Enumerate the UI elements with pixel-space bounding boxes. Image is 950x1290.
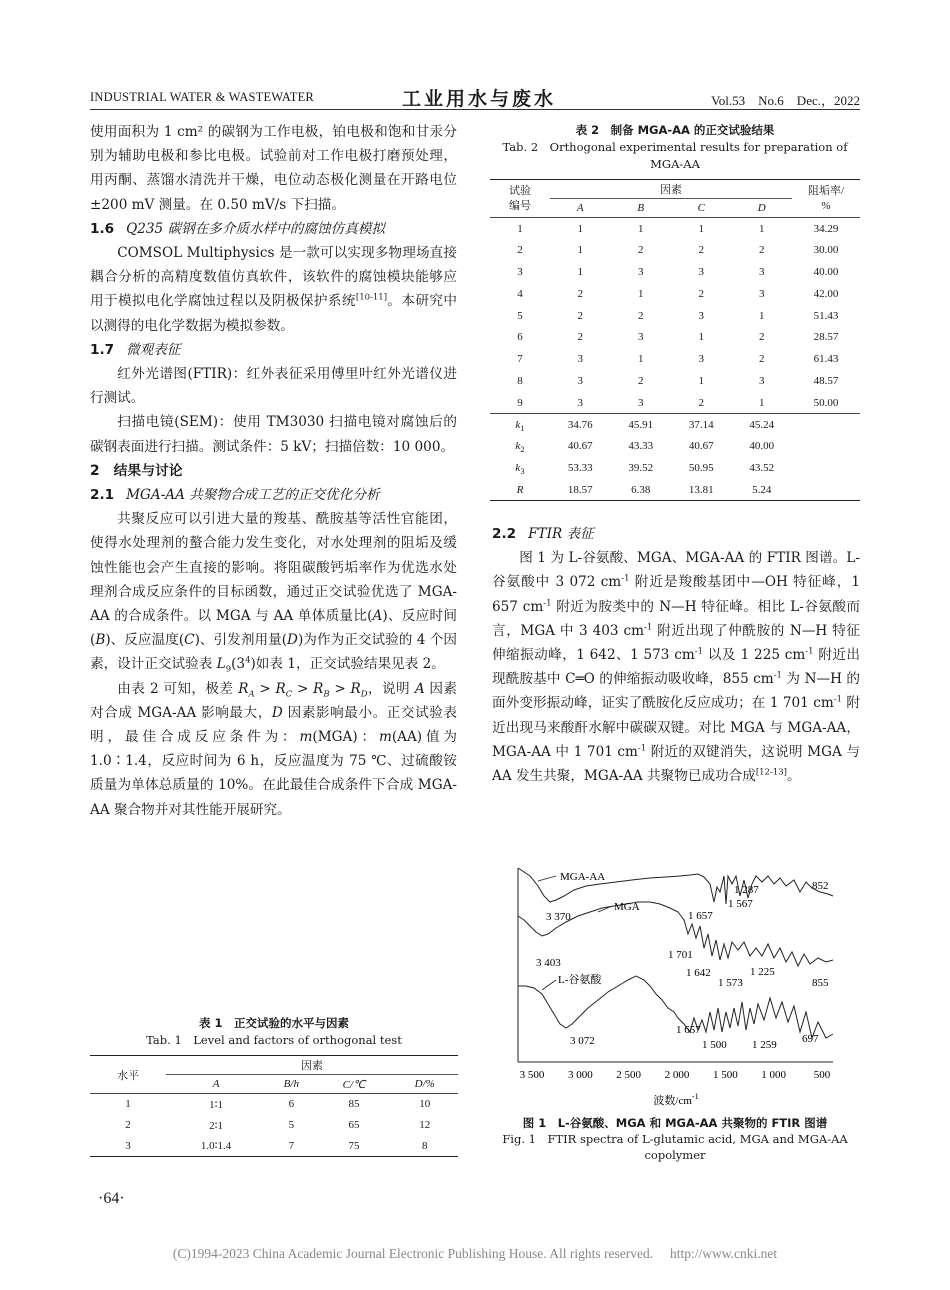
- table-1-grid: [90, 1055, 458, 1157]
- table-row: [90, 1094, 458, 1115]
- subscript: C: [285, 689, 293, 700]
- table-cell: 9: [490, 392, 550, 414]
- table-cell: 34.76: [567, 418, 593, 431]
- subscript: 9: [225, 665, 232, 676]
- table-cell: 3: [638, 331, 644, 344]
- table-cell: 1: [698, 374, 704, 387]
- table-cell: 1: [759, 309, 765, 322]
- table-cell: 3: [90, 1136, 166, 1157]
- section-number: 2.1: [90, 487, 115, 504]
- text-run: 由表 2 可知，极差: [117, 680, 239, 697]
- column-subheader: A: [550, 199, 611, 218]
- table-cell: 6: [517, 331, 523, 344]
- range-symbol: R: [350, 680, 361, 697]
- k-symbol: k: [515, 418, 521, 431]
- table-cell: 51.43: [813, 309, 839, 322]
- table-row: [490, 239, 860, 261]
- table-row: [490, 414, 860, 436]
- table-cell: 4: [517, 287, 523, 300]
- text-run: )如表 1，正交试验结果见表 2。: [250, 656, 445, 673]
- table-cell: 3: [517, 265, 523, 278]
- x-tick-label: 3 000: [567, 1069, 593, 1081]
- table-cell: [792, 479, 860, 501]
- table-cell: 1: [759, 222, 765, 235]
- text-run: )、反应时间(: [90, 608, 457, 649]
- journal-name-en: INDUSTRIAL WATER & WASTEWATER: [90, 90, 314, 104]
- table-title-cn: 表 2 制备 MGA-AA 的正交试验结果: [575, 123, 775, 137]
- superscript: -1: [621, 573, 630, 584]
- table-cell: 43.33: [628, 440, 654, 453]
- x-tick-label: 500: [813, 1069, 831, 1081]
- superscript: -1: [773, 670, 782, 681]
- k-symbol: k: [515, 440, 521, 453]
- figure-caption-en: copolymer: [644, 1148, 706, 1162]
- table-cell: 3: [638, 265, 644, 278]
- table-cell: 30.00: [813, 244, 839, 257]
- table-cell: 1: [732, 392, 793, 414]
- page-number: ·64·: [98, 1190, 125, 1207]
- table-row: [490, 305, 860, 327]
- table-row: [90, 1136, 458, 1157]
- table-cell: 6: [288, 1098, 295, 1111]
- peak-label: 1 259: [752, 1039, 777, 1051]
- table-cell: 2: [759, 353, 765, 366]
- table-cell: 50.00: [792, 392, 860, 414]
- factor-symbol: A: [414, 680, 425, 697]
- table-cell: R: [490, 479, 550, 501]
- table-cell: 18.57: [550, 479, 611, 501]
- column-header: [792, 180, 860, 218]
- header-line: 阻垢率/: [807, 184, 845, 197]
- paragraph-optimal-conditions: [90, 677, 457, 822]
- table-cell: 10: [419, 1098, 431, 1111]
- table-cell: 75: [317, 1136, 392, 1157]
- paragraph-electrode: 使用面积为 1 cm² 的碳钢为工作电极，铂电极和饱和甘汞分别为辅助电极和参比电极。试验前对工作电极打磨预处理，用丙酮、蒸馏水清洗并干燥，电位动态极化测量在开路电位 ±200 mV 测量。在 0.50 mV/s 下扫描。: [90, 124, 457, 213]
- peak-label: 855: [812, 977, 829, 989]
- column-subheader: B/h: [266, 1075, 316, 1094]
- table-2-body: [490, 218, 860, 501]
- table-title-en: Tab. 1 Level and factors of orthogonal test: [146, 1033, 402, 1047]
- table-cell: 42.00: [813, 287, 839, 300]
- left-column: [90, 120, 457, 822]
- peak-label: 1 642: [686, 967, 711, 979]
- text-run: )、引发剂用量(: [194, 632, 288, 649]
- table-cell: 2: [671, 392, 732, 414]
- table-cell: 1∶1: [209, 1098, 223, 1111]
- greater-than: >: [329, 680, 351, 697]
- peak-label: 1 573: [718, 977, 743, 989]
- table-cell: 61.43: [813, 353, 839, 366]
- table-cell: 8: [391, 1136, 458, 1157]
- leader-line: [538, 876, 556, 881]
- table-row: [490, 435, 860, 457]
- text-run: 。本研究中以测得的电化学数据为模拟参数。: [90, 293, 458, 334]
- table-cell: 50.95: [688, 462, 714, 475]
- paragraph-orthogonal-design: [90, 507, 457, 676]
- table-cell: 1: [638, 287, 644, 300]
- table-cell: 3: [611, 392, 672, 414]
- header-line: %: [821, 199, 831, 212]
- text-run: 附近出现了仲酰胺的 N—H 特征伸缩振动峰，1 642、1 573 cm: [492, 622, 860, 664]
- table-cell: 2: [577, 331, 583, 344]
- text-run: )为作为正交试验的 4 个因素，设计正交试验表: [90, 632, 458, 673]
- table-cell: 6.38: [611, 479, 672, 501]
- table-row: [490, 370, 860, 392]
- table-cell: [490, 457, 550, 479]
- journal-name-cn: 工业用水与废水: [402, 88, 557, 110]
- table-row: [490, 261, 860, 283]
- k-symbol: k: [515, 462, 521, 475]
- table-row: [490, 283, 860, 305]
- text-run: 图 1 为 L-谷氨酸、MGA、MGA-AA 的 FTIR 图谱。L-谷氨酸中 3 072 cm: [492, 550, 860, 591]
- table-cell: 1: [638, 353, 644, 366]
- issue-info: Vol.53 No.6 Dec.，2022: [711, 93, 860, 108]
- section-title: 微观表征: [126, 341, 181, 358]
- text-run: 。: [786, 768, 801, 785]
- subscript: A: [248, 689, 255, 700]
- series-label: MGA: [614, 901, 640, 913]
- section-2-2-heading: [492, 522, 860, 546]
- range-symbol: R: [275, 680, 286, 697]
- x-tick-label: 2 500: [616, 1069, 642, 1081]
- table-row: [490, 218, 860, 240]
- table-cell: 2: [577, 287, 583, 300]
- table-cell: 1: [577, 244, 583, 257]
- text-run: (3: [231, 656, 246, 673]
- text-run: (AA)值为 1.0∶1.4，反应时间为 6 h，反应温度为 75 ℃、过硫酸铵质量为单体总质量的 10%。在此最佳合成条件下合成 MGA-AA 聚合物并对其性能开展研究。: [90, 729, 458, 818]
- table-cell: 5.24: [732, 479, 793, 501]
- mass-symbol: m: [378, 729, 392, 746]
- column-header: 水平: [90, 1056, 166, 1094]
- table-row: [490, 326, 860, 348]
- header-line: 试验: [509, 184, 531, 197]
- subscript: 1: [520, 423, 525, 433]
- table-cell: 1.0∶1.4: [166, 1136, 266, 1157]
- peak-label: 3 072: [570, 1035, 595, 1047]
- ftir-figure: [490, 862, 860, 1110]
- factor-symbol: D: [287, 632, 298, 649]
- table-cell: 28.57: [813, 331, 839, 344]
- subscript: B: [323, 689, 330, 700]
- text-run: ，说明: [367, 680, 415, 697]
- citation: [12-13]: [755, 767, 787, 778]
- table-cell: 2: [517, 244, 523, 257]
- column-subheader: C: [671, 199, 732, 218]
- column-subheader: C/℃: [317, 1075, 392, 1094]
- table-cell: 3: [759, 374, 765, 387]
- table-cell: 2: [577, 309, 583, 322]
- peak-label: 1 657: [688, 910, 713, 922]
- column-header: 因素: [166, 1056, 458, 1075]
- table-title-en: MGA-AA: [650, 157, 700, 171]
- paragraph-sem-method: 扫描电镜(SEM)：使用 TM3030 扫描电镜对腐蚀后的碳钢表面进行扫描。测试条件：5 kV；扫描倍数：10 000。: [90, 414, 457, 455]
- x-tick-label: 3 500: [519, 1069, 545, 1081]
- table-cell: 40.00: [749, 440, 775, 453]
- x-axis-label-text: 波数/cm: [653, 1095, 692, 1107]
- table-cell: 48.57: [813, 374, 839, 387]
- figure-caption-cn: 图 1 L-谷氨酸、MGA 和 MGA-AA 共聚物的 FTIR 图谱: [522, 1116, 828, 1130]
- figure-1-caption: [490, 1115, 860, 1163]
- x-tick-label: 2 000: [664, 1069, 690, 1081]
- table-title-cn: 表 1 正交试验的水平与因素: [198, 1016, 349, 1030]
- series-label: MGA-AA: [560, 871, 606, 883]
- section-number: 2: [90, 462, 100, 479]
- text-run: 附近出现马来酸酐水解中碳碳双键。对比 MGA 与 MGA-AA，MGA-AA 中 1 701 cm: [492, 695, 860, 760]
- text-run: )、反应温度(: [105, 632, 185, 649]
- table-cell: 37.14: [688, 418, 714, 431]
- peak-label: 1 567: [728, 898, 753, 910]
- peak-label: 1 500: [702, 1039, 727, 1051]
- table-cell: 40.67: [567, 440, 593, 453]
- table-cell: 1: [517, 222, 523, 235]
- citation: [10-11]: [355, 292, 388, 303]
- text-run: 为 N—H 的面外变形振动峰，证实了酰胺化反应成功；在 1 701 cm: [492, 671, 860, 712]
- section-title: Q235 碳钢在多介质水样中的腐蚀仿真模拟: [126, 220, 386, 237]
- column-header: [490, 180, 550, 218]
- copyright-footer: (C)1994-2023 China Academic Journal Electronic Publishing House. All rights reserved. http://www.cnki.net: [172, 1246, 778, 1261]
- orthogonal-table-symbol: L: [216, 656, 226, 673]
- table-cell: 2∶1: [209, 1119, 223, 1132]
- section-title: 结果与讨论: [113, 462, 183, 479]
- column-subheader: B: [611, 199, 672, 218]
- right-column: [492, 522, 860, 788]
- table-cell: [792, 414, 860, 436]
- peak-label: 1 225: [750, 966, 775, 978]
- x-ticks: [520, 1069, 831, 1081]
- table-cell: 1: [698, 222, 704, 235]
- table-cell: 3: [698, 265, 704, 278]
- table-title-en: Tab. 2 Orthogonal experimental results for preparation of: [502, 140, 848, 154]
- subscript: D: [360, 689, 368, 700]
- text-run: 以及 1 225 cm: [703, 647, 806, 664]
- table-cell: 5: [517, 309, 523, 322]
- table-cell: 3: [698, 309, 704, 322]
- table-cell: 3: [759, 265, 765, 278]
- table-cell: 2: [638, 374, 644, 387]
- paragraph-ftir-method: 红外光谱图(FTIR)：红外表征采用傅里叶红外光谱仪进行测试。: [90, 366, 457, 407]
- greater-than: >: [254, 680, 276, 697]
- table-cell: 13.81: [671, 479, 732, 501]
- table-cell: [792, 435, 860, 457]
- superscript: -1: [637, 743, 647, 754]
- table-cell: 8: [517, 374, 523, 387]
- table-cell: [792, 457, 860, 479]
- table-cell: 1: [577, 265, 583, 278]
- table-cell: 7: [517, 353, 523, 366]
- section-title: MGA-AA 共聚物合成工艺的正交优化分析: [126, 487, 380, 504]
- table-cell: 2: [759, 244, 765, 257]
- table-cell: 7: [266, 1136, 316, 1157]
- table-row: [490, 479, 860, 501]
- text-run: 附近为胺类中的 N—H 特征峰。相比 L-谷氨酸而言，MGA 中 3 403 cm: [492, 598, 860, 639]
- x-tick-label: 1 500: [712, 1069, 738, 1081]
- superscript: -1: [644, 622, 653, 633]
- section-1-7-heading: [90, 338, 457, 362]
- section-1-6-heading: [90, 217, 457, 241]
- subscript: 3: [520, 466, 525, 477]
- text-run: 共聚反应可以引进大量的羧基、酰胺基等活性官能团，使得水处理剂的螯合能力发生变化，对水处理剂的阻垢及缓蚀性能也会产生直接的影响。将阻碳酸钙垢率作为优选水处理剂合成反应条件的目标函数，通过正交试验优选了 MGA-AA 的合成条件。以 MGA 与 AA 单体质量比(: [90, 511, 457, 625]
- greater-than: >: [292, 680, 314, 697]
- text-run: 因素影响最小。正交试验表明，最佳合成反应条件为：: [90, 704, 458, 746]
- header-rule: [90, 109, 860, 110]
- section-number: 2.2: [492, 526, 517, 542]
- factor-symbol: B: [95, 632, 106, 649]
- paragraph-comsol: [90, 241, 457, 338]
- section-2-heading: [90, 459, 457, 483]
- table-cell: 3: [550, 392, 611, 414]
- superscript: -1: [694, 646, 704, 657]
- table-cell: 2: [638, 244, 644, 257]
- text-run: 附近出现酰胺基中 C═O 的伸缩振动吸收峰，855 cm: [492, 647, 861, 688]
- table-row: [490, 392, 860, 414]
- peak-label: 1 657: [676, 1024, 701, 1036]
- peak-label: 1 701: [668, 949, 693, 961]
- section-number: 1.7: [90, 341, 115, 358]
- peak-label: 852: [812, 880, 829, 892]
- table-cell: 2: [759, 331, 765, 344]
- superscript: 4: [245, 655, 251, 666]
- column-header: 因素: [550, 180, 792, 199]
- table-cell: 53.33: [567, 462, 593, 475]
- x-axis-label-superscript: -1: [691, 1092, 699, 1101]
- peak-label: 3 370: [546, 911, 571, 923]
- factor-symbol: A: [372, 608, 383, 625]
- table-2-caption: [490, 122, 860, 173]
- paragraph-ftir-discussion: [492, 546, 860, 788]
- peak-label: 1 287: [734, 884, 759, 896]
- peak-label: 3 403: [536, 957, 561, 969]
- column-subheader: D/%: [391, 1075, 458, 1094]
- mass-symbol: m: [299, 729, 313, 746]
- figure-caption-en: Fig. 1 FTIR spectra of L-glutamic acid, MGA and MGA-AA: [502, 1132, 848, 1146]
- table-row: [490, 348, 860, 370]
- table-2-grid: [490, 179, 860, 501]
- factor-symbol: D: [271, 704, 283, 721]
- table-cell: 2: [125, 1119, 131, 1131]
- table-cell: 43.52: [749, 462, 775, 475]
- table-cell: 2: [638, 309, 644, 322]
- table-cell: 65: [348, 1119, 360, 1131]
- text-run: 附近是羧酸基团中—OH 特征峰，1 657 cm: [492, 574, 861, 615]
- subscript: 2: [520, 444, 525, 455]
- table-cell: 1: [698, 331, 704, 344]
- table-cell: 2: [698, 287, 704, 300]
- table-row: [90, 1115, 458, 1136]
- table-cell: 40.00: [813, 265, 839, 278]
- table-cell: 3: [759, 287, 765, 300]
- leader-line: [542, 980, 556, 990]
- table-1: [90, 1015, 458, 1157]
- range-symbol: R: [313, 680, 324, 697]
- factor-symbol: C: [184, 632, 195, 649]
- section-title: FTIR 表征: [528, 526, 594, 542]
- peak-label: 697: [802, 1033, 819, 1045]
- table-cell: [490, 414, 550, 436]
- range-symbol: R: [238, 680, 249, 697]
- text-run: 附近的双键消失，这说明 MGA 与 AA 发生共聚，MGA-AA 共聚物已成功合成: [492, 743, 860, 785]
- table-cell: 3: [577, 374, 583, 387]
- table-cell: 39.52: [628, 462, 654, 475]
- table-cell: 3: [698, 353, 704, 366]
- table-row: [490, 457, 860, 479]
- header-line: 编号: [509, 199, 531, 212]
- table-cell: 40.67: [688, 440, 714, 453]
- table-cell: 1: [125, 1098, 131, 1111]
- superscript: -1: [805, 646, 814, 657]
- table-cell: 1: [577, 222, 583, 235]
- table-cell: 3: [577, 353, 583, 366]
- table-cell: 45.24: [749, 418, 775, 431]
- table-cell: 34.29: [813, 222, 839, 235]
- table-cell: [490, 435, 550, 457]
- text-run: COMSOL Multiphysics 是一款可以实现多物理场直接耦合分析的高精度数值仿真软件，该软件的腐蚀模块能够应用于模拟电化学腐蚀过程以及阴极保护系统: [90, 245, 457, 310]
- x-axis-label: [653, 1092, 698, 1107]
- x-tick-label: 1 000: [761, 1069, 787, 1081]
- table-cell: 5: [288, 1119, 295, 1131]
- superscript: -1: [543, 598, 552, 609]
- table-1-caption: [90, 1015, 458, 1049]
- table-cell: 45.91: [628, 418, 654, 431]
- table-cell: 12: [419, 1119, 431, 1131]
- table-cell: 1: [638, 222, 644, 235]
- table-2: [490, 122, 860, 501]
- text-run: 因素对合成 MGA-AA 影响最大，: [90, 680, 457, 721]
- column-subheader: A: [166, 1075, 266, 1094]
- text-run: (MGA)：: [312, 729, 379, 746]
- section-number: 1.6: [90, 220, 115, 237]
- section-2-1-heading: [90, 483, 457, 507]
- table-cell: 85: [348, 1098, 360, 1111]
- table-cell: 2: [698, 244, 704, 257]
- superscript: -1: [833, 694, 842, 705]
- series-label: L-谷氨酸: [558, 974, 602, 986]
- column-subheader: D: [732, 199, 793, 218]
